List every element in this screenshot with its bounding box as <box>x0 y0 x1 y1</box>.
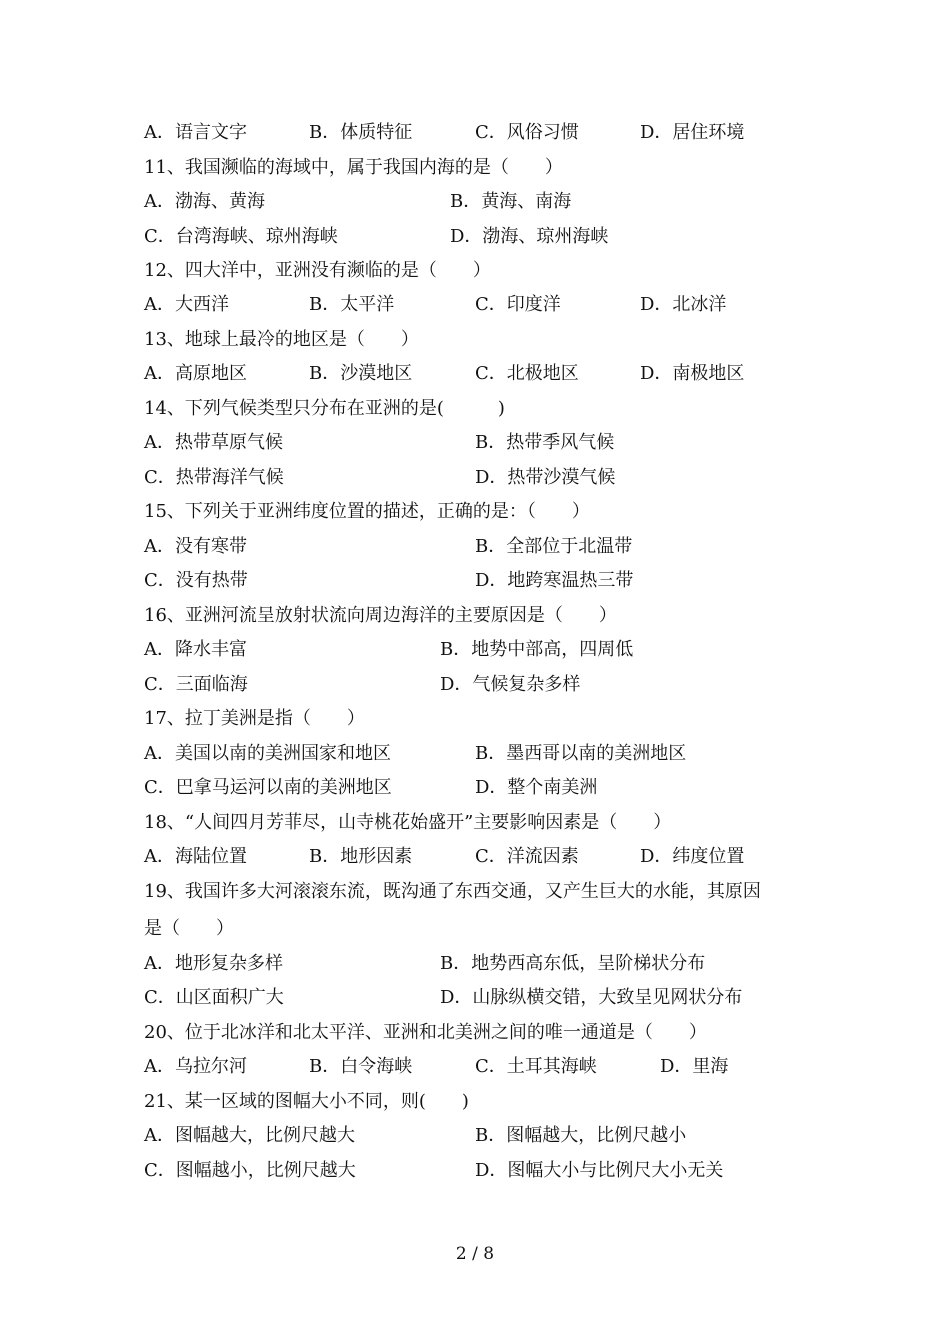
q11-option-b: B．黄海、南海 <box>450 191 572 212</box>
q17-option-b: B．墨西哥以南的美洲地区 <box>475 743 687 764</box>
q18-option-b: B．地形因素 <box>309 846 413 867</box>
q11-option-d: D．渤海、琼州海峡 <box>450 226 609 247</box>
q20-option-a: A．乌拉尔河 <box>144 1056 247 1077</box>
q11-option-a: A．渤海、黄海 <box>144 191 265 212</box>
q13-option-b: B．沙漠地区 <box>309 363 413 384</box>
q10-option-c: C．风俗习惯 <box>475 122 579 143</box>
q13-stem: 13、地球上最冷的地区是（ ） <box>144 329 419 350</box>
q21-stem: 21、某一区域的图幅大小不同，则( ) <box>144 1091 469 1112</box>
q19-option-c: C．山区面积广大 <box>144 987 284 1008</box>
page-number: 2 / 8 <box>455 1244 495 1264</box>
q20-stem: 20、位于北冰洋和北太平洋、亚洲和北美洲之间的唯一通道是（ ） <box>144 1022 707 1043</box>
q21-option-a: A．图幅越大，比例尺越大 <box>144 1125 355 1146</box>
q15-option-a: A．没有寒带 <box>144 536 247 557</box>
q17-option-c: C．巴拿马运河以南的美洲地区 <box>144 777 392 798</box>
q12-option-c: C．印度洋 <box>475 294 561 315</box>
q16-option-a: A．降水丰富 <box>144 639 247 660</box>
q18-option-c: C．洋流因素 <box>475 846 579 867</box>
q11-stem: 11、我国濒临的海域中，属于我国内海的是（ ） <box>144 157 563 178</box>
q11-option-c: C．台湾海峡、琼州海峡 <box>144 226 338 247</box>
q15-stem: 15、下列关于亚洲纬度位置的描述，正确的是：（ ） <box>144 501 590 522</box>
q13-option-a: A．高原地区 <box>144 363 247 384</box>
q10-option-d: D．居住环境 <box>640 122 745 143</box>
q21-option-b: B．图幅越大，比例尺越小 <box>475 1125 687 1146</box>
q18-stem: 18、“人间四月芳菲尽，山寺桃花始盛开”主要影响因素是（ ） <box>144 812 672 833</box>
q16-option-b: B．地势中部高，四周低 <box>440 639 634 660</box>
q21-option-c: C．图幅越小，比例尺越大 <box>144 1160 356 1181</box>
q17-stem: 17、拉丁美洲是指（ ） <box>144 708 365 729</box>
q12-option-a: A．大西洋 <box>144 294 229 315</box>
q19-stem-line2: 是（ ） <box>144 918 234 939</box>
q14-option-a: A．热带草原气候 <box>144 432 283 453</box>
q20-option-c: C．土耳其海峡 <box>475 1056 597 1077</box>
q18-option-d: D．纬度位置 <box>640 846 745 867</box>
q14-option-b: B．热带季风气候 <box>475 432 615 453</box>
q12-option-b: B．太平洋 <box>309 294 395 315</box>
q19-stem-line1: 19、我国许多大河滚滚东流，既沟通了东西交通，又产生巨大的水能，其原因 <box>144 881 761 902</box>
q19-option-d: D．山脉纵横交错，大致呈见网状分布 <box>440 987 743 1008</box>
q10-option-a: A．语言文字 <box>144 122 247 143</box>
q14-option-d: D．热带沙漠气候 <box>475 467 616 488</box>
q12-stem: 12、四大洋中，亚洲没有濒临的是（ ） <box>144 260 491 281</box>
q19-option-a: A．地形复杂多样 <box>144 953 283 974</box>
q18-option-a: A．海陆位置 <box>144 846 247 867</box>
q12-option-d: D．北冰洋 <box>640 294 727 315</box>
q19-option-b: B．地势西高东低，呈阶梯状分布 <box>440 953 706 974</box>
q14-stem: 14、下列气候类型只分布在亚洲的是( ) <box>144 398 505 419</box>
q21-option-d: D．图幅大小与比例尺大小无关 <box>475 1160 724 1181</box>
q15-option-b: B．全部位于北温带 <box>475 536 633 557</box>
q14-option-c: C．热带海洋气候 <box>144 467 284 488</box>
q15-option-c: C．没有热带 <box>144 570 248 591</box>
q15-option-d: D．地跨寒温热三带 <box>475 570 634 591</box>
q13-option-c: C．北极地区 <box>475 363 579 384</box>
q17-option-d: D．整个南美洲 <box>475 777 598 798</box>
q16-option-c: C．三面临海 <box>144 674 248 695</box>
q16-stem: 16、亚洲河流呈放射状流向周边海洋的主要原因是（ ） <box>144 605 617 626</box>
q20-option-b: B．白令海峡 <box>309 1056 413 1077</box>
q16-option-d: D．气候复杂多样 <box>440 674 581 695</box>
q17-option-a: A．美国以南的美洲国家和地区 <box>144 743 391 764</box>
q20-option-d: D．里海 <box>660 1056 729 1077</box>
q13-option-d: D．南极地区 <box>640 363 745 384</box>
q10-option-b: B．体质特征 <box>309 122 413 143</box>
